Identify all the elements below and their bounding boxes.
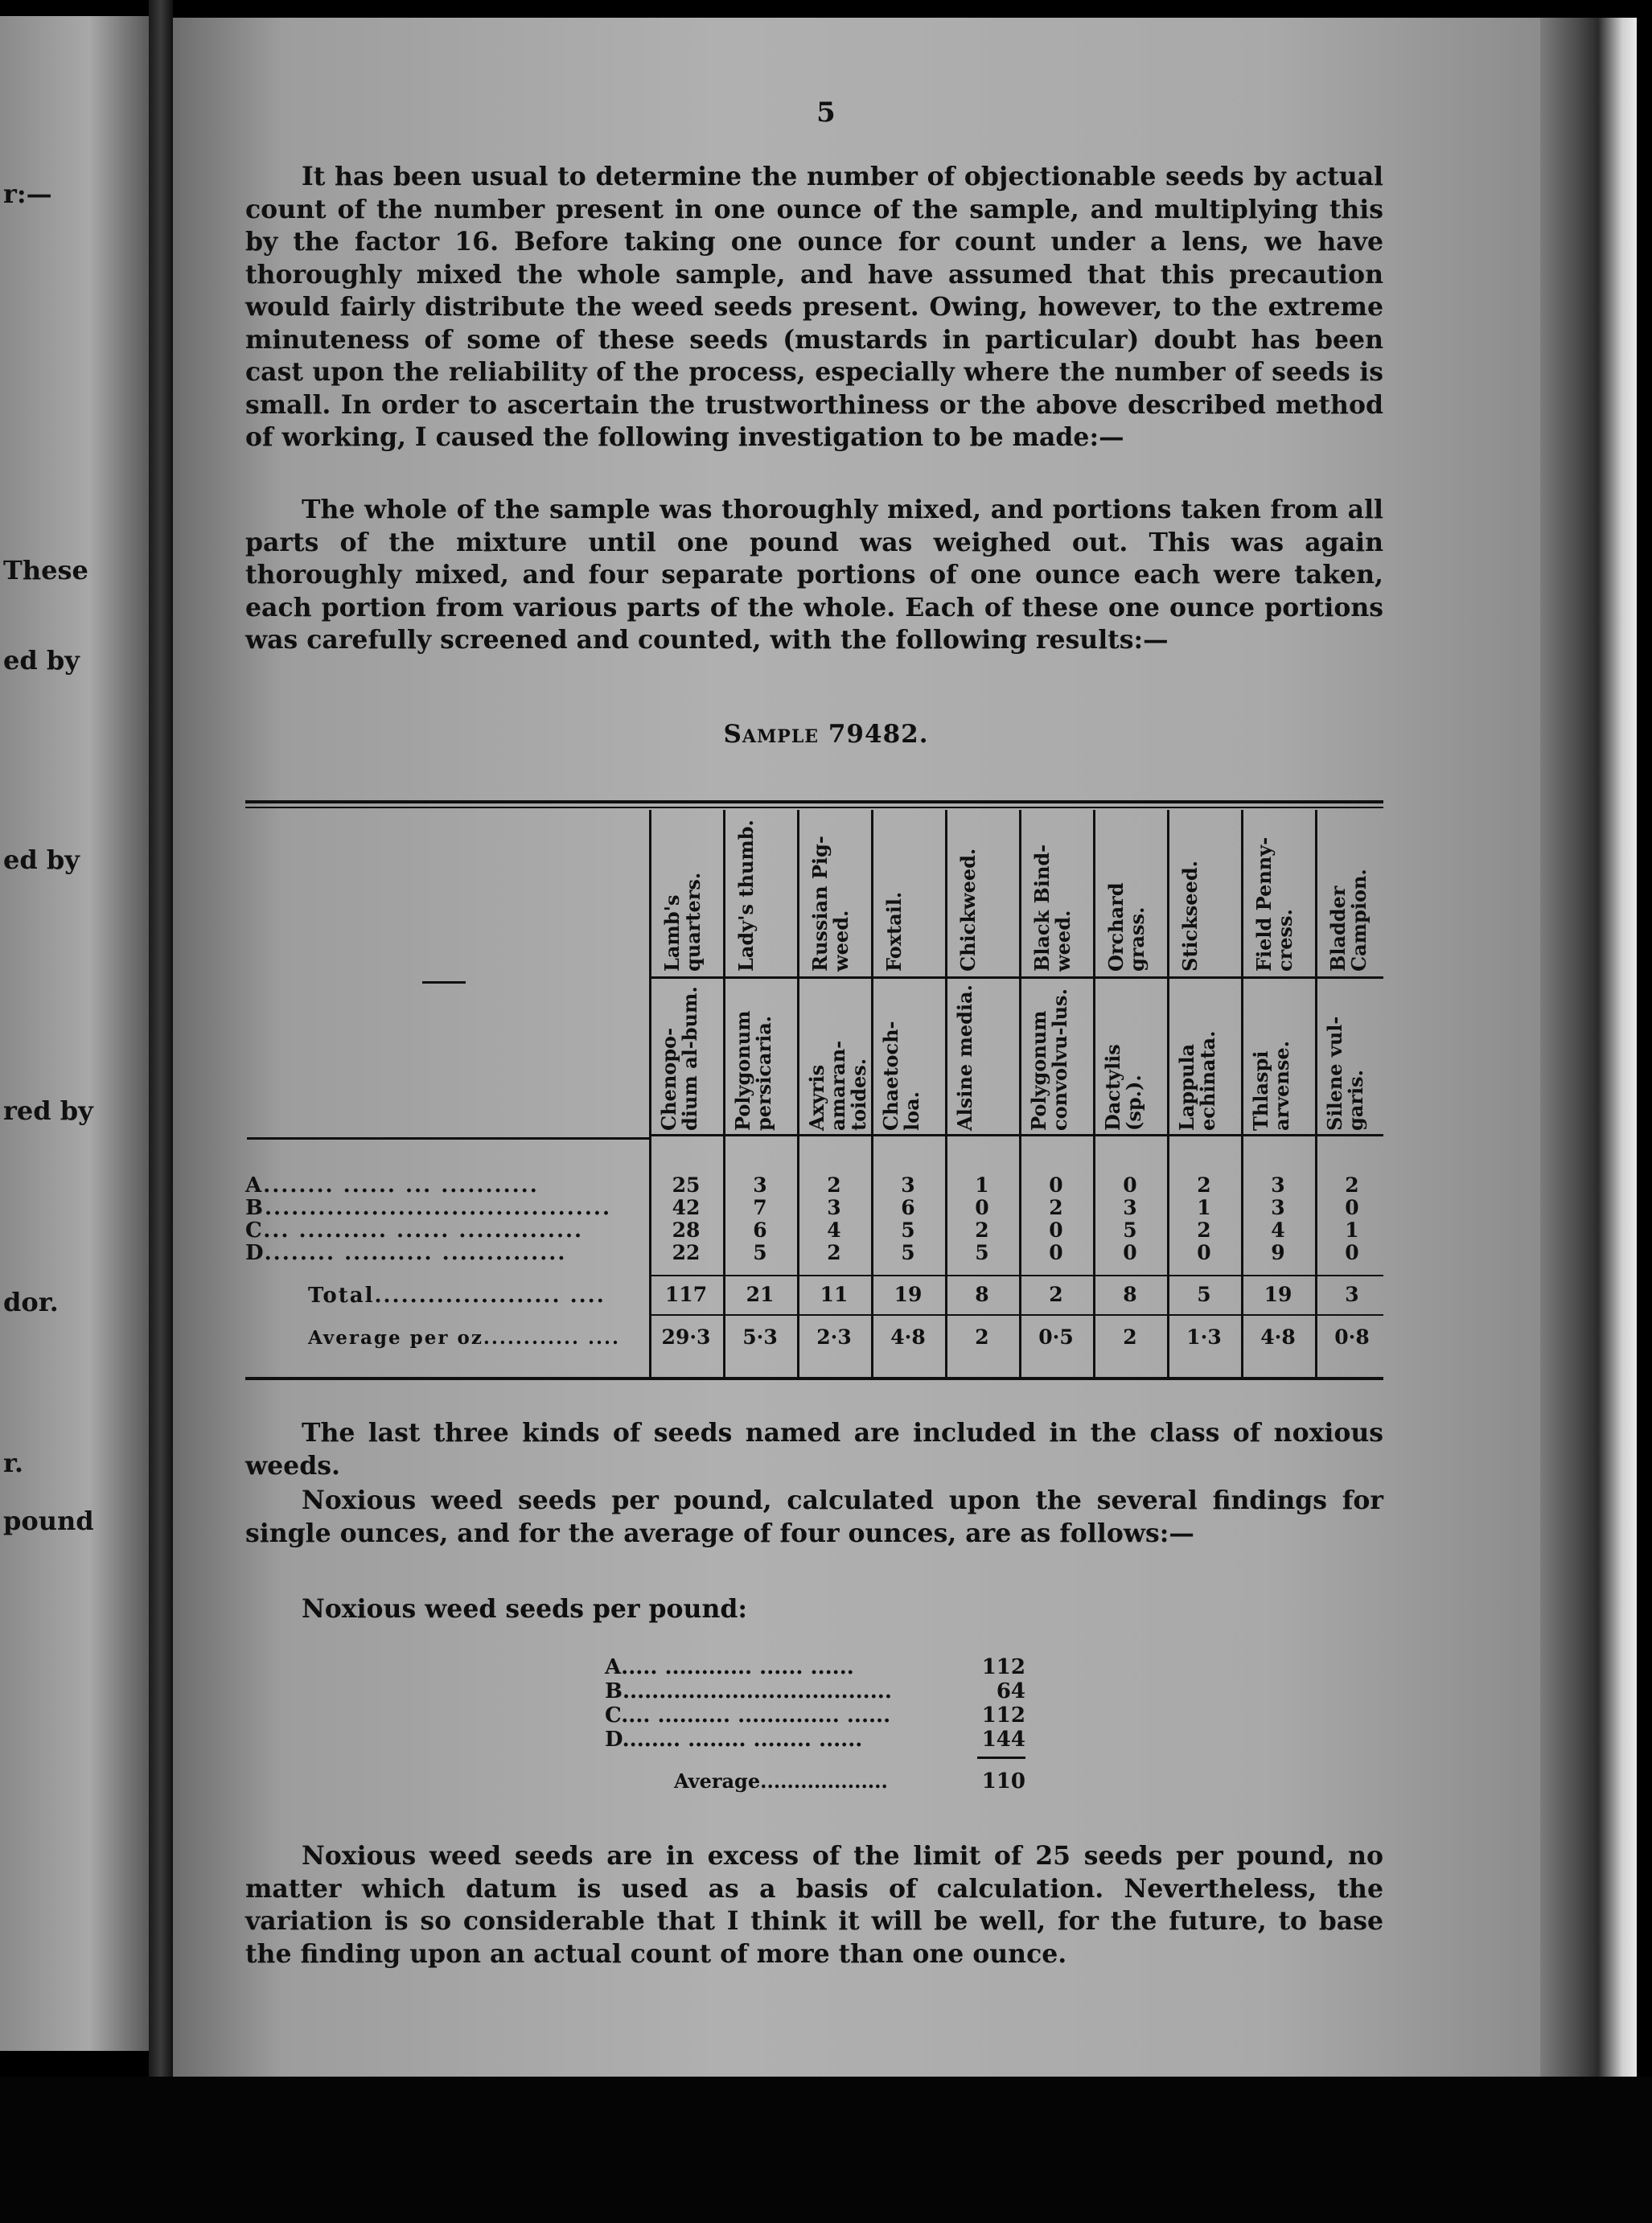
table-cell: 3: [1271, 1173, 1285, 1197]
row-label-b: B.......................................: [245, 1196, 611, 1220]
scan-border: [0, 2077, 1652, 2223]
table-cell: 6: [753, 1218, 767, 1242]
column-latin-name: Axyris amaran-toides.: [805, 1040, 870, 1131]
table-cell: 0: [1049, 1241, 1063, 1264]
table-cell: 0: [975, 1196, 989, 1219]
column-latin-name: Silene vul-garis.: [1323, 1016, 1367, 1131]
left-fragment: ed by: [3, 645, 80, 676]
table-cell: 0: [1049, 1173, 1063, 1197]
table-cell: 1: [1197, 1196, 1211, 1219]
column-common-name: Russian Pig-weed.: [808, 836, 853, 972]
table-cell: 1: [975, 1173, 989, 1197]
table-title: Sample 79482.: [723, 720, 929, 749]
average-label: Average per oz............ ....: [308, 1327, 621, 1349]
left-fragment: r.: [3, 1448, 24, 1478]
column-common-name: Lamb's quarters.: [660, 872, 705, 972]
table-cell: 42: [672, 1196, 701, 1219]
table-cell: 4: [1271, 1218, 1285, 1242]
table-cell: 3: [753, 1173, 767, 1197]
noxious-value-c: 112: [981, 1703, 1025, 1728]
table-cell: 7: [753, 1196, 767, 1219]
noxious-value-d: 144: [981, 1728, 1025, 1752]
table-cell: 2: [1345, 1173, 1359, 1197]
total-cell: 21: [746, 1283, 775, 1306]
column-latin-name: Chenopo-dium al-bum.: [657, 986, 701, 1131]
total-label: Total..................... ....: [308, 1284, 606, 1308]
table-bottom-rule: [245, 1377, 1383, 1380]
noxious-value-b: 64: [996, 1679, 1025, 1703]
table-cell: 2: [1197, 1173, 1211, 1197]
average-cell: 4·8: [1260, 1325, 1296, 1349]
left-fragment: pound: [3, 1506, 94, 1536]
table-cell: 2: [827, 1173, 841, 1197]
column-latin-name: Polygonum convolvu-lus.: [1027, 988, 1071, 1131]
table-cell: 5: [901, 1241, 915, 1264]
stub-dash: [422, 981, 466, 984]
column-common-name: Lady's thumb.: [734, 820, 758, 972]
column-common-name: Bladder Campion.: [1326, 869, 1371, 972]
column-common-name: Black Bind-weed.: [1030, 844, 1075, 972]
column-latin-name: Polygonum persicaria.: [731, 1010, 775, 1131]
right-page-edge: [1540, 18, 1637, 2077]
table-cell: 2: [1049, 1196, 1063, 1219]
noxious-heading: Noxious weed seeds per pound:: [302, 1594, 748, 1624]
table-cell: 5: [975, 1241, 989, 1264]
total-cell: 5: [1197, 1283, 1211, 1306]
paragraph-conclusion: Noxious weed seeds are in excess of the limit of 25 seeds per pound, no matter which datum is used as a basis of calculation. Nevertheless, the variation is so considerable that I think it will be well, for the future, to base the finding upon an actual count of more than one ounce.: [245, 1841, 1383, 1969]
total-cell: 19: [1264, 1283, 1292, 1306]
row-label-a: A........ ...... ... ...........: [245, 1173, 539, 1198]
noxious-row-label-b: B.....................................: [605, 1679, 892, 1703]
noxious-row-label-a: A..... ............ ...... ......: [605, 1655, 854, 1679]
average-cell: 2: [1123, 1325, 1137, 1349]
total-cell: 11: [820, 1283, 849, 1306]
page-number: 5: [816, 97, 836, 129]
total-cell: 8: [975, 1283, 989, 1306]
table-cell: 5: [901, 1218, 915, 1242]
average-cell: 5·3: [742, 1325, 778, 1349]
table-cell: 3: [901, 1173, 915, 1197]
table-cell: 0: [1197, 1241, 1211, 1264]
table-cell: 25: [672, 1173, 701, 1197]
left-page-edge: [0, 16, 149, 2051]
paragraph-method: The whole of the sample was thoroughly mixed, and portions taken from all parts of the mixture until one pound was weighed out. This was again thoroughly mixed, and four separate portions of one ounce each were taken, each portion from various parts of the whole. Each of these one ounce portions was carefully screened and counted, with the following results:—: [245, 495, 1383, 655]
table-cell: 0: [1345, 1196, 1359, 1219]
table-cell: 0: [1123, 1173, 1137, 1197]
column-common-name: Stickseed.: [1178, 861, 1202, 972]
table-cell: 3: [827, 1196, 841, 1219]
table-top-rule-thin: [245, 807, 1383, 808]
column-latin-name: Chaetoch-loa.: [879, 1021, 923, 1131]
table-cell: 22: [672, 1241, 701, 1264]
table-cell: 5: [753, 1241, 767, 1264]
noxious-average-value: 110: [981, 1769, 1025, 1794]
left-fragment: r:—: [3, 179, 52, 209]
table-cell: 2: [827, 1241, 841, 1264]
total-cell: 8: [1123, 1283, 1137, 1306]
table-cell: 2: [1197, 1218, 1211, 1242]
table-top-rule: [245, 800, 1383, 803]
left-fragment: These: [3, 555, 88, 586]
table-subhead-rule: [649, 976, 1383, 979]
table-cell: 1: [1345, 1218, 1359, 1242]
table-cell: 6: [901, 1196, 915, 1219]
column-latin-name: Thlaspi arvense.: [1249, 1041, 1293, 1131]
total-cell: 117: [664, 1283, 708, 1306]
table-cell: 4: [827, 1218, 841, 1242]
column-latin-name: Lappula echinata.: [1175, 1030, 1219, 1131]
noxious-row-label-c: C.... .......... .............. ......: [605, 1703, 891, 1728]
average-cell: 4·8: [890, 1325, 926, 1349]
table-cell: 0: [1345, 1241, 1359, 1264]
left-fragment: red by: [3, 1095, 93, 1126]
table-head-rule: [247, 1137, 649, 1140]
table-cell: 3: [1123, 1196, 1137, 1219]
paragraph-noxious-note: The last three kinds of seeds named are included in the class of noxious weeds.: [245, 1418, 1383, 1481]
total-cell: 19: [894, 1283, 923, 1306]
table-total-rule: [649, 1275, 1383, 1276]
total-cell: 2: [1049, 1283, 1063, 1306]
table-cell: 3: [1271, 1196, 1285, 1219]
average-cell: 0·5: [1038, 1325, 1074, 1349]
column-latin-name: Dactylis (sp.).: [1101, 1044, 1145, 1131]
table-head-rule-right: [649, 1134, 1383, 1136]
column-common-name: Foxtail.: [882, 891, 906, 972]
average-cell: 0·8: [1334, 1325, 1370, 1349]
table-cell: 2: [975, 1218, 989, 1242]
left-fragment: dor.: [3, 1287, 59, 1317]
noxious-value-a: 112: [981, 1655, 1025, 1679]
book-spine: [149, 0, 173, 2223]
column-common-name: Chickweed.: [956, 848, 980, 972]
noxious-sum-rule: [977, 1757, 1025, 1759]
table-cell: 9: [1271, 1241, 1285, 1264]
row-label-c: C... .......... ...... ..............: [245, 1218, 584, 1243]
column-common-name: Orchard grass.: [1104, 882, 1149, 972]
average-cell: 1·3: [1186, 1325, 1222, 1349]
column-common-name: Field Penny-cress.: [1252, 836, 1297, 972]
table-cell: 0: [1049, 1218, 1063, 1242]
table-cell: 0: [1123, 1241, 1137, 1264]
column-latin-name: Alsine media.: [953, 984, 976, 1131]
table-cell: 5: [1123, 1218, 1137, 1242]
noxious-row-label-d: D........ ........ ........ ......: [605, 1728, 863, 1752]
paragraph-intro: It has been usual to determine the number of objectionable seeds by actual count of the number present in one ounce of the sample, and multiplying this by the factor 16. Before taking one ounce for count under a lens, we have thoroughly mixed the whole sample, and have assumed that this precaution would fairly distribute the weed seeds present. Owing, however, to the extreme minuteness of some of these seeds (mustards in particular) doubt has been cast upon the reliability of the process, especially where the number of seeds is small. In order to ascertain the trustworthiness or the above described method of working, I caused the following investigation to be made:—: [245, 162, 1383, 452]
left-fragment: ed by: [3, 844, 80, 875]
paragraph-noxious-calc: Noxious weed seeds per pound, calculated upon the several findings for single ounces, and for the average of four ounces, are as follows:—: [245, 1485, 1383, 1548]
average-cell: 2·3: [816, 1325, 852, 1349]
noxious-average-label: Average...................: [674, 1769, 888, 1793]
average-cell: 29·3: [661, 1325, 711, 1349]
average-cell: 2: [975, 1325, 989, 1349]
row-label-d: D........ .......... ..............: [245, 1241, 567, 1265]
total-cell: 3: [1345, 1283, 1359, 1306]
table-cell: 28: [672, 1218, 701, 1242]
table-average-rule: [649, 1314, 1383, 1316]
